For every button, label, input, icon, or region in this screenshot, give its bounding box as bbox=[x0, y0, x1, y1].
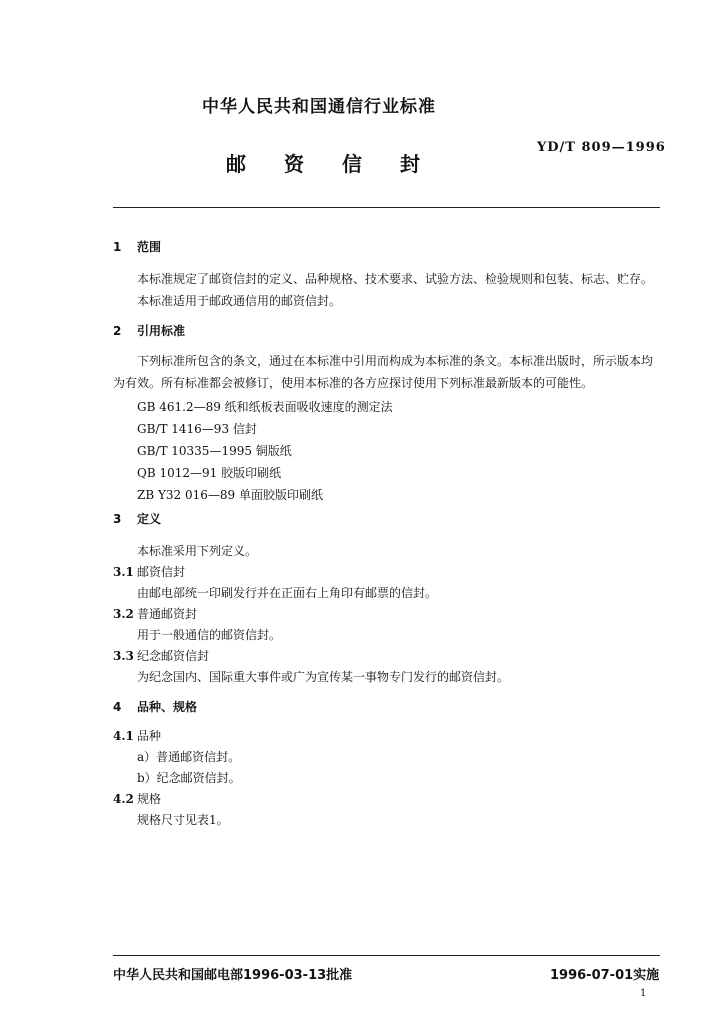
clause-number: 3.2 bbox=[113, 607, 134, 621]
section-1-heading bbox=[113, 238, 161, 255]
clause-number: 4.2 bbox=[113, 792, 134, 806]
section-3-heading bbox=[113, 510, 161, 527]
document-title: 邮资信封 bbox=[226, 152, 458, 176]
reference-item: QB 1012—91 胶版印刷纸 bbox=[137, 466, 282, 480]
section-1-paragraph-1: 本标准规定了邮资信封的定义、品种规格、技术要求、试验方法、检验规则和包装、标志、贮存。 bbox=[137, 272, 654, 286]
reference-item: GB/T 1416—93 信封 bbox=[137, 422, 257, 436]
standard-code: YD/T 809—1996 bbox=[537, 140, 666, 155]
section-title: 引用标准 bbox=[137, 324, 186, 338]
page-number: 1 bbox=[640, 988, 647, 999]
definition-3-1-heading bbox=[113, 563, 185, 580]
section-number: 4 bbox=[113, 700, 122, 714]
section-number: 2 bbox=[113, 324, 122, 338]
definition-3-3-text: 为纪念国内、国际重大事件或广为宣传某一事物专门发行的邮资信封。 bbox=[137, 670, 510, 684]
definition-3-2-heading bbox=[113, 605, 197, 622]
list-item: b）纪念邮资信封。 bbox=[137, 771, 241, 785]
clause-number: 3.3 bbox=[113, 649, 134, 663]
section-3-paragraph: 本标准采用下列定义。 bbox=[137, 544, 258, 558]
section-number: 1 bbox=[113, 240, 122, 254]
implementation-date: 1996-07-01实施 bbox=[550, 968, 660, 983]
reference-item: GB/T 10335—1995 铜版纸 bbox=[137, 444, 292, 458]
approval-line: 中华人民共和国邮电部1996-03-13批准 bbox=[113, 968, 353, 983]
definition-3-3-heading bbox=[113, 647, 209, 664]
clause-4-2-heading bbox=[113, 790, 161, 807]
clause-4-2-text: 规格尺寸见表1。 bbox=[137, 813, 229, 827]
definition-term: 纪念邮资信封 bbox=[137, 649, 210, 663]
definition-3-1-text: 由邮电部统一印刷发行并在正面右上角印有邮票的信封。 bbox=[137, 586, 438, 600]
section-2-heading bbox=[113, 322, 185, 339]
definition-term: 普通邮资封 bbox=[137, 607, 198, 621]
section-1-paragraph-2: 本标准适用于邮政通信用的邮资信封。 bbox=[137, 294, 342, 308]
section-number: 3 bbox=[113, 512, 122, 526]
clause-title: 品种 bbox=[137, 729, 162, 743]
issuing-organization: 中华人民共和国通信行业标准 bbox=[202, 97, 436, 117]
section-2-paragraph: 下列标准所包含的条文，通过在本标准中引用而构成为本标准的条文。本标准出版时，所示版本均为有效。所有标准都会被修订，使用本标准的各方应探讨使用下列标准最新版本的可能性。 bbox=[113, 354, 654, 390]
section-title: 定义 bbox=[137, 512, 162, 526]
reference-item: GB 461.2—89 纸和纸板表面吸收速度的测定法 bbox=[137, 400, 393, 414]
section-4-heading bbox=[113, 698, 197, 715]
definition-term: 邮资信封 bbox=[137, 565, 186, 579]
clause-title: 规格 bbox=[137, 792, 162, 806]
header-rule bbox=[113, 207, 660, 208]
reference-item: ZB Y32 016—89 单面胶版印刷纸 bbox=[137, 488, 323, 502]
definition-3-2-text: 用于一般通信的邮资信封。 bbox=[137, 628, 282, 642]
clause-number: 3.1 bbox=[113, 565, 134, 579]
list-item: a）普通邮资信封。 bbox=[137, 750, 241, 764]
section-title: 品种、规格 bbox=[137, 700, 198, 714]
clause-number: 4.1 bbox=[113, 729, 134, 743]
clause-4-1-heading bbox=[113, 727, 161, 744]
section-title: 范围 bbox=[137, 240, 162, 254]
footer-rule bbox=[113, 955, 660, 956]
